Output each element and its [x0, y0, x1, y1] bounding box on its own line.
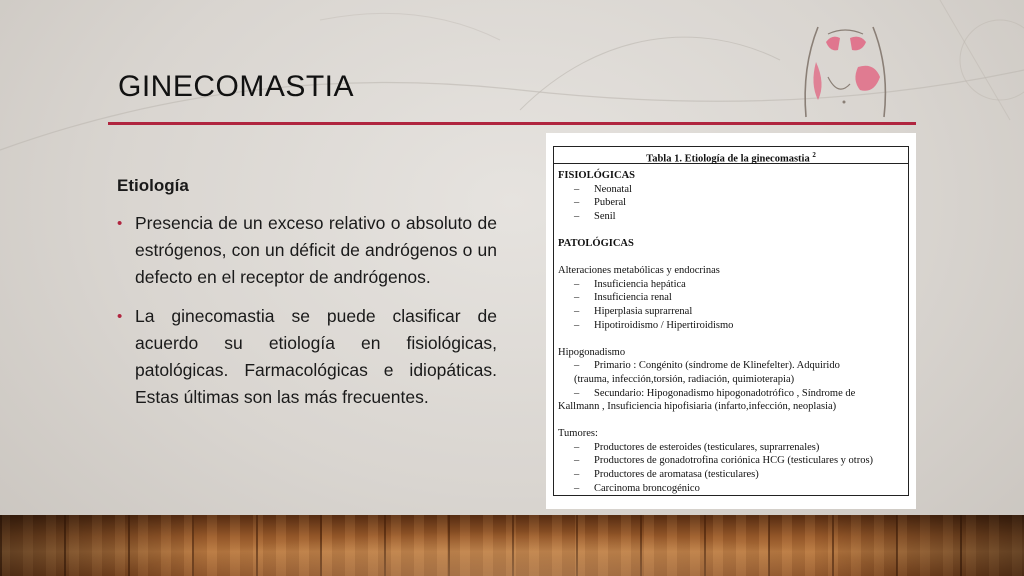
spacer	[558, 251, 904, 265]
table-item: – Puberal	[574, 197, 627, 209]
table-item: – Carcinoma broncogénico	[574, 482, 700, 494]
metabolic-heading: Alteraciones metabólicas y endocrinas	[558, 265, 720, 277]
title-divider	[108, 122, 916, 125]
torso-illustration	[788, 22, 898, 122]
bullet-text: Presencia de un exceso relativo o absoluto de estrógenos, con un déficit de andrógenos o un defecto en el receptor de andrógenos.	[135, 213, 497, 287]
slide-title: GINECOMASTIA	[118, 70, 355, 103]
physiological-heading: FISIOLÓGICAS	[558, 170, 636, 181]
table-item-continuation: (trauma, infección,torsión, radiación, quimioterapia)	[574, 373, 795, 385]
bullet-icon: •	[117, 215, 123, 232]
table-item: – Hiperplasia suprarrenal	[574, 305, 693, 317]
bullet-item	[117, 303, 497, 411]
table-item: – Insuficiencia hepática	[574, 278, 686, 290]
spacer	[558, 223, 904, 237]
wood-floor-decoration	[0, 515, 1024, 576]
etiology-table	[553, 146, 909, 496]
table-item: – Insuficiencia renal	[574, 292, 672, 304]
floor-shading	[0, 515, 1024, 576]
table-item: – Neonatal	[574, 183, 632, 195]
table-item: – Secundario: Hipogonadismo hipogonadotrófico , Síndrome de	[574, 387, 856, 399]
hypogonadism-heading: Hipogonadismo	[558, 346, 626, 358]
section-heading: Etiología	[117, 176, 189, 195]
table-item: – Hipotiroidismo / Hipertiroidismo	[574, 319, 734, 331]
etiology-table-image	[546, 133, 916, 509]
table-item: – Senil	[574, 210, 616, 222]
content-column	[117, 176, 497, 423]
pathological-heading: PATOLÓGICAS	[558, 237, 634, 249]
table-item: – Productores de gonadotrofina coriónica HCG (testiculares y otros)	[574, 455, 874, 467]
table-caption: Tabla 1. Etiología de la ginecomastia $^2$	[554, 147, 908, 164]
spacer	[558, 414, 904, 428]
tumors-heading: Tumores:	[558, 428, 598, 440]
bullet-icon: •	[117, 308, 123, 325]
bullet-item	[117, 210, 497, 291]
spacer	[558, 332, 904, 346]
table-item: – Productores de aromatasa (testiculares)	[574, 469, 759, 481]
table-body	[554, 164, 908, 495]
table-item: – Primario : Congénito (síndrome de Klinefelter). Adquirido	[574, 360, 840, 372]
caption-reference: 2	[812, 151, 816, 159]
table-item-continuation: Kallmann , Insuficiencia hipofisiaria (infarto,infección, neoplasia)	[558, 401, 837, 413]
bullet-text: La ginecomastia se puede clasificar de acuerdo su etiología en fisiológicas, patológicas. Farmacológicas e idiopáticas. Estas últimas son las más frecuentes.	[135, 306, 497, 407]
table-item: – Productores de esteroides (testiculares, suprarrenales)	[574, 441, 820, 453]
